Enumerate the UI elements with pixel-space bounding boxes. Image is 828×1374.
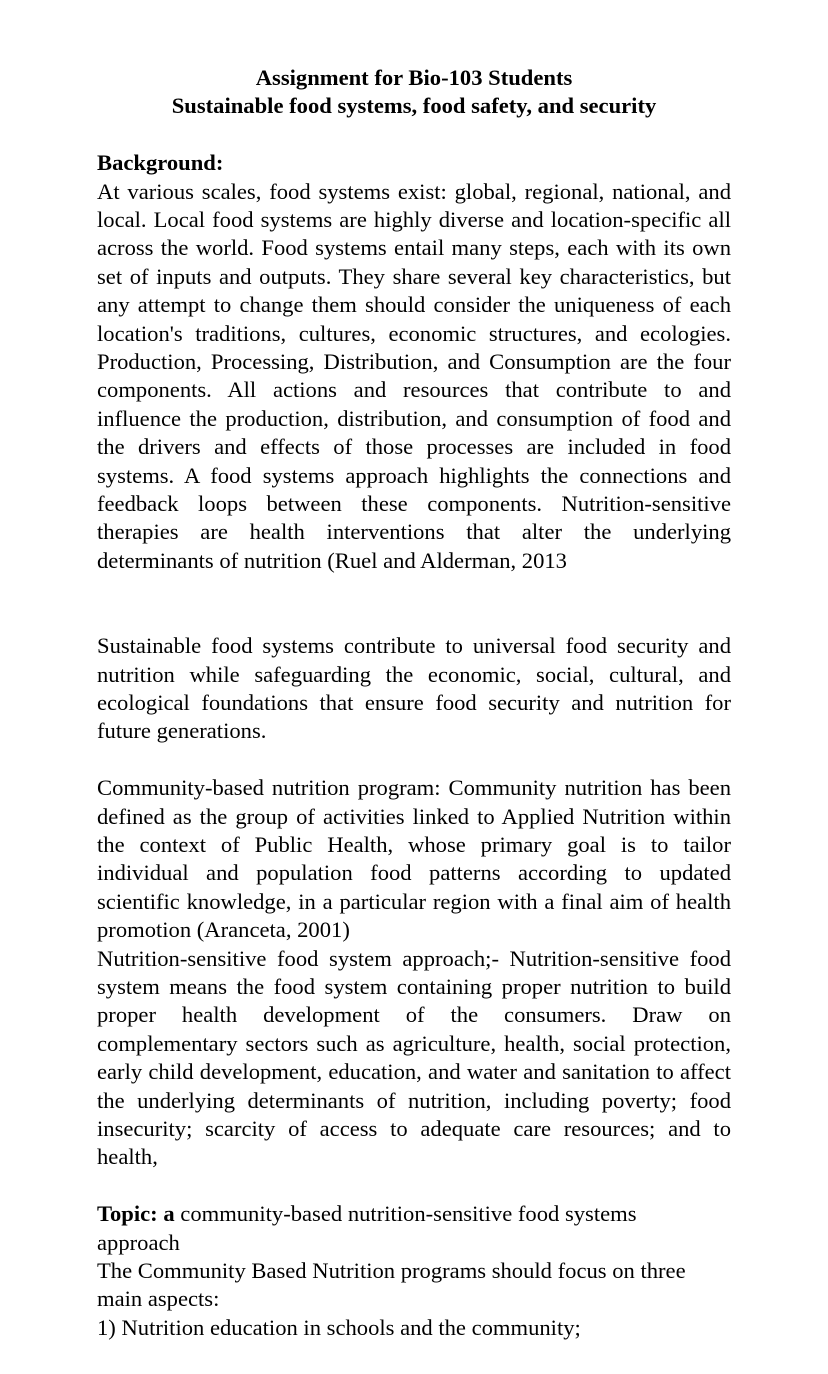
background-paragraph-4: Nutrition-sensitive food system approach;- Nutrition-sensitive food system means the food system containing proper nutrition to build proper health development of the consumers. Draw on complementary sectors such as agriculture, health, social protection, early child development, education, and water and sanitation to affect the underlying determinants of nutrition, including poverty; food insecurity; scarcity of access to adequate care resources; and to health, bbox=[97, 945, 731, 1170]
topic-intro: The Community Based Nutrition programs should focus on three main aspects: bbox=[97, 1258, 686, 1312]
background-paragraph-1: At various scales, food systems exist: global, regional, national, and local. Local food systems are highly diverse and location-specific all across the world. Food systems entail many steps, each with its own set of inputs and outputs. They share several key characteristics, but any attempt to change them should consider the uniqueness of each location's traditions, cultures, economic structures, and ecologies. Production, Processing, Distribution, and Consumption are the four components. All actions and resources that contribute to and influence the production, distribution, and consumption of food and the drivers and effects of those processes are included in food systems. A food systems approach highlights the connections and feedback loops between these components. Nutrition-sensitive therapies are health interventions that alter the underlying determinants of nutrition (Ruel and Alderman, 2013 bbox=[97, 178, 731, 573]
document-page bbox=[97, 64, 731, 1342]
topic-label: Topic: a bbox=[97, 1201, 175, 1227]
topic-list-item-1: 1) Nutrition education in schools and the community; bbox=[97, 1314, 581, 1340]
topic-line bbox=[97, 1200, 697, 1257]
topic-section bbox=[97, 1200, 697, 1342]
document-title-line-1: Assignment for Bio-103 Students bbox=[255, 65, 573, 90]
background-paragraph-3: Community-based nutrition program: Community nutrition has been defined as the group of activities linked to Applied Nutrition within the context of Public Health, whose primary goal is to tailor individual and population food patterns according to updated scientific knowledge, in a particular region with a final aim of health promotion (Aranceta, 2001) bbox=[97, 775, 731, 943]
spacer bbox=[97, 575, 731, 632]
spacer bbox=[97, 746, 731, 774]
topic-text: community-based nutrition-sensitive food systems approach bbox=[97, 1201, 637, 1255]
background-paragraph-2: Sustainable food systems contribute to universal food security and nutrition while safeguarding the economic, social, cultural, and ecological foundations that ensure food security and nutrition for future generations. bbox=[97, 633, 731, 744]
spacer bbox=[97, 121, 731, 149]
spacer bbox=[97, 1172, 731, 1200]
document-title-line-2: Sustainable food systems, food safety, and security bbox=[171, 93, 657, 119]
background-heading: Background: bbox=[97, 150, 224, 176]
